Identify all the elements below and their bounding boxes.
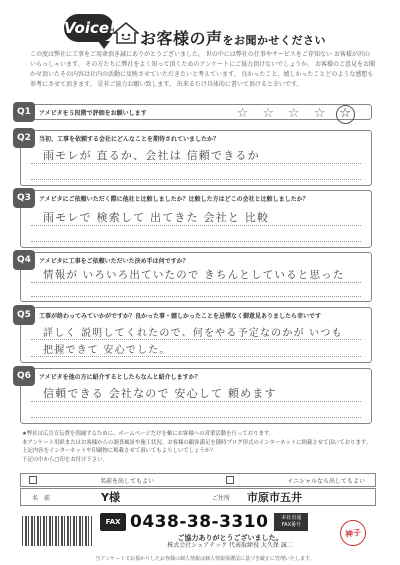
consent-label-initial: イニシャルなら出してもよい: [287, 477, 365, 485]
star-icon-selected[interactable]: ☆: [339, 106, 351, 121]
question-text: アメピタに工事をご依頼いただいた決め手は何ですか？: [39, 257, 189, 265]
rating-stars[interactable]: [237, 106, 351, 121]
title-suffix: をお聞かせください: [222, 34, 327, 47]
notice-line: 本アンケート用紙またはお客様からの調査風景や施工状況、お客様の顧客満足を随時ブログ形式のインターネットに掲載させて頂いております。: [22, 439, 372, 446]
notice-line: 下記の中から□印をお付け下さい。: [22, 456, 108, 463]
answer-text: 雨モレが 直るか、会社は 信頼できるか: [43, 149, 260, 162]
answer-line: [31, 296, 361, 297]
answer-line: [31, 417, 361, 418]
consent-checkbox-initial[interactable]: [226, 476, 234, 484]
question-text: 工事が終わってみていかがですか？良かった事・嬉しかったことを忌憚なく御意見ありましたら幸いです: [39, 312, 321, 320]
address-label: ご住所: [211, 494, 230, 502]
answer-text-line1: 詳しく 説明してくれたので、何をやる予定なのかが いつも: [43, 328, 343, 339]
question-1: [17, 104, 372, 121]
seal-stamp: 神子: [338, 518, 367, 547]
name-value[interactable]: Y様: [101, 491, 120, 504]
question-text: アメピタを５段階で評価をお願いします: [39, 109, 147, 117]
privacy-footer: 当アンケートでお預かりしたお客様の個人情報は個人情報保護法に基づき厳正に管理いたします。: [95, 556, 315, 562]
notice-line: ★弊社は広告宣伝費を削減するために、ホームページだけを軸にお客様への営業活動を行っております。: [22, 431, 275, 437]
fax-number: 0438-38-3310: [130, 512, 269, 532]
star-icon[interactable]: ☆: [313, 106, 326, 121]
question-number: Q1: [13, 102, 35, 122]
answer-text-line2: 把握できて 安心でした。: [43, 345, 171, 356]
name-label: 名 前: [31, 494, 50, 502]
question-4: [17, 252, 372, 302]
fax-tag: 本社直通FAX番号: [274, 513, 308, 531]
question-3: [17, 190, 372, 248]
fax-block: [100, 512, 308, 532]
answer-line: [31, 339, 361, 340]
answer-line: [31, 282, 361, 283]
company-info: [135, 534, 325, 550]
company-name: 株式会社シェアテック 代表取締役 大久保 誠二: [167, 542, 293, 549]
question-6: [17, 368, 372, 424]
question-text: アメピタにご依頼いただく際に他社と比較しましたか？比較した方はどこの会社と比較しましたか？: [39, 195, 309, 203]
answer-text: 情報が いろいろ出ていたので きちんとしていると思った: [43, 269, 345, 281]
question-text: アメピタを他の方に紹介するとしたらなんと紹介しますか？: [39, 373, 201, 381]
answer-line: [31, 163, 361, 164]
question-number: Q2: [13, 128, 35, 148]
answer-text: 信頼できる 会社なので 安心して 頼めます: [43, 387, 277, 400]
question-text: 当初、工事を依頼する会社にどんなことを期待されていましたか？: [39, 135, 220, 143]
consent-checkbox-name[interactable]: [29, 476, 37, 484]
page-title: [140, 26, 326, 49]
star-icon[interactable]: ☆: [288, 106, 300, 121]
consent-options: [20, 473, 376, 487]
answer-line: [31, 401, 361, 402]
question-number: Q6: [13, 366, 35, 386]
star-icon[interactable]: ☆: [236, 106, 249, 121]
question-number: Q3: [13, 188, 35, 208]
star-icon[interactable]: ☆: [262, 106, 275, 121]
intro-text: この度は弊社に工事をご用命頂き誠にありがとうございました。 世の中には弊社の仕事やサービスをご存知ない お客様が沢山いらっしゃいます。 その方たちに弊社をよく知って頂くためのアンケートにご協力頂けないでしょうか。 お客様のご意見をお聞かせ頂いたその内容は社内の活動に反映させていただきたいと考えています。 良かったこと、嬉しかったことどのような感想も参考にさせて頂きます。 是非ご協力お願い致します。 出来るだけ具体的に書いて頂けると幸いです。: [30, 51, 375, 88]
answer-line: [31, 356, 361, 357]
publication-notice: [22, 430, 378, 464]
question-5: [17, 307, 372, 363]
answer-line: [31, 241, 361, 242]
title-main: お客様の声: [140, 29, 223, 48]
answer-text: 雨モレで 検索して 出てきた 会社と 比較: [43, 211, 270, 224]
question-number: Q5: [13, 305, 35, 325]
fax-icon: FAX: [100, 513, 126, 531]
answer-line: [31, 179, 361, 180]
consent-label-name: 名前を出してもよい: [100, 477, 155, 485]
voice-badge: Voice!: [64, 14, 114, 42]
house-icon: [113, 22, 139, 44]
notice-line: 上記内容をインターネットや印刷物に掲載させて頂いてもよろしいでしょうか？: [22, 448, 216, 454]
thanks-text: ご協力ありがとうございました。: [177, 534, 283, 542]
question-number: Q4: [13, 250, 35, 270]
address-value[interactable]: 市原市五井: [247, 491, 302, 504]
question-2: [17, 130, 372, 186]
barcode-image: [22, 516, 92, 546]
customer-info: [20, 488, 376, 506]
answer-line: [31, 225, 361, 226]
